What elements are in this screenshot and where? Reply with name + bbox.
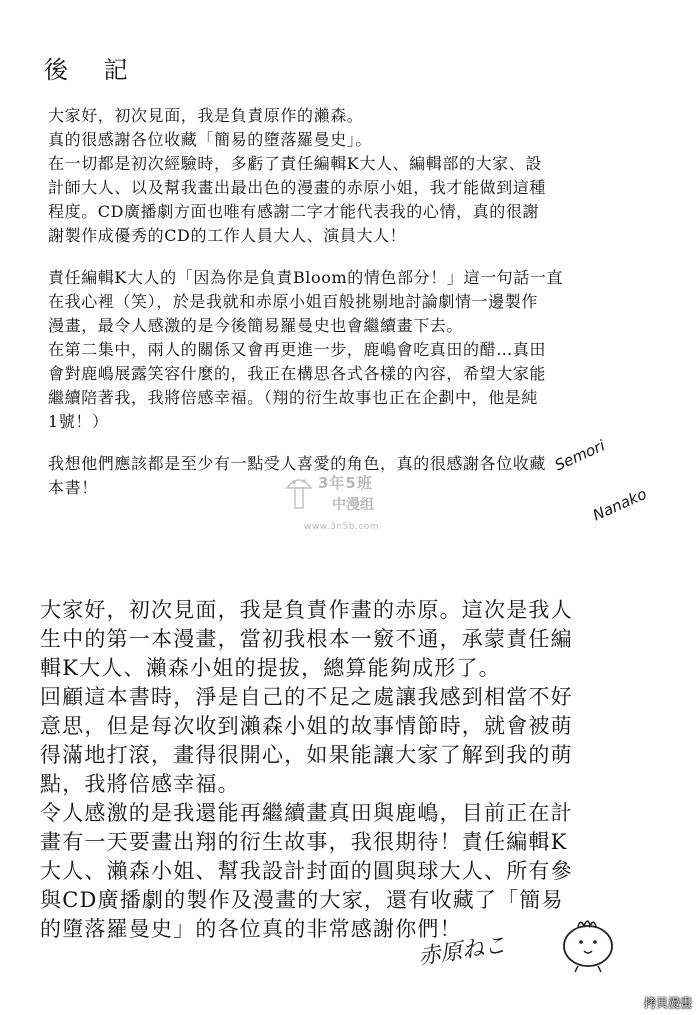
afterword-paragraph — [48, 266, 633, 434]
text-line: 程度。CD廣播劇方面也唯有感謝二字才能代表我的心情，真的很謝 — [48, 202, 540, 221]
text-line: 畫有一天要畫出翔的衍生故事，我很期待！責任編輯K — [40, 830, 568, 854]
author-afterword — [48, 104, 633, 518]
text-line: 繼續陪著我，我將倍感幸福。（翔的衍生故事也正在企劃中，他是純 — [48, 388, 539, 407]
afterword-paragraph — [40, 596, 670, 944]
text-line: 點，我將倍感幸福。 — [40, 772, 240, 796]
signature-text: 赤原ねこ — [416, 932, 508, 970]
watermark-group-sub: 中漫组 — [332, 497, 374, 513]
text-line: 會對鹿嶋展露笑容什麼的，我正在構思各式各樣的內容，希望大家能 — [48, 364, 547, 383]
artist-afterword — [40, 596, 670, 944]
artist-signature — [418, 918, 548, 988]
text-line: 大家好，初次見面，我是負責作畫的赤原。這次是我人 — [40, 598, 573, 622]
text-line: 在一切都是初次經驗時，多虧了責任編輯K大人、編輯部的大家、設 — [48, 154, 542, 173]
chick-doodle-icon — [548, 900, 628, 980]
text-line: 計師大人、以及幫我畫出最出色的漫畫的赤原小姐，我才能做到這種 — [48, 178, 547, 197]
scanlation-watermark — [284, 470, 434, 550]
signature-line: Nanako — [590, 484, 650, 525]
mushroom-logo-icon — [284, 470, 314, 530]
text-line: 在我心裡（笑），於是我就和赤原小姐百般挑剔地討論劇情一邊製作 — [48, 292, 539, 311]
text-line: 真的很感謝各位收藏「簡易的墮落羅曼史」。 — [48, 130, 373, 149]
text-line: 得滿地打滾，畫得很開心，如果能讓大家了解到我的萌 — [40, 743, 573, 767]
text-line: 在第二集中，兩人的關係又會再更進一步，鹿嶋會吃真田的醋…真田 — [48, 340, 547, 359]
text-line: 的墮落羅曼史」的各位真的非常感謝你們！ — [40, 917, 462, 941]
text-line: 大家好，初次見面，我是負責原作的瀨森。 — [48, 106, 364, 125]
text-line: 輯K大人、瀨森小姐的提拔，總算能夠成形了。 — [40, 656, 501, 680]
corner-watermark: 拷貝漫畫 — [643, 996, 692, 1010]
text-line: 我想他們應該都是至少有一點受人喜愛的角色，真的很感謝各位收藏 — [48, 454, 547, 473]
text-line: 責任編輯K大人的「因為你是負責Bloom的情色部分！」這一句話一直 — [48, 268, 564, 287]
text-line: 謝製作成優秀的CD的工作人員大人、演員大人！ — [48, 226, 407, 245]
text-line: 令人感激的是我還能再繼續畫真田與鹿嶋，目前正在計 — [40, 801, 573, 825]
text-line: 意思，但是每次收到瀨森小姐的故事情節時，就會被萌 — [40, 714, 573, 738]
signature-line: Semori — [552, 436, 608, 475]
text-line: 漫畫，最令人感激的是今後簡易羅曼史也會繼續畫下去。 — [48, 316, 464, 335]
author-signature — [552, 436, 662, 562]
afterword-paragraph — [48, 104, 633, 248]
text-line: 本書！ — [48, 478, 98, 497]
text-line: 回顧這本書時，淨是自己的不足之處讓我感到相當不好 — [40, 685, 573, 709]
watermark-url: www.3n5b.com — [304, 522, 380, 532]
page-title: 後 記 — [44, 56, 142, 84]
text-line: 1號！） — [48, 412, 109, 431]
watermark-group-name: 3年5班 — [318, 474, 373, 492]
text-line: 大人、瀨森小姐、幫我設計封面的圓與球大人、所有參 — [40, 859, 573, 883]
text-line: 生中的第一本漫畫，當初我根本一竅不通，承蒙責任編 — [40, 627, 573, 651]
text-line: 與CD廣播劇的製作及漫畫的大家，還有收藏了「簡易 — [40, 888, 564, 912]
